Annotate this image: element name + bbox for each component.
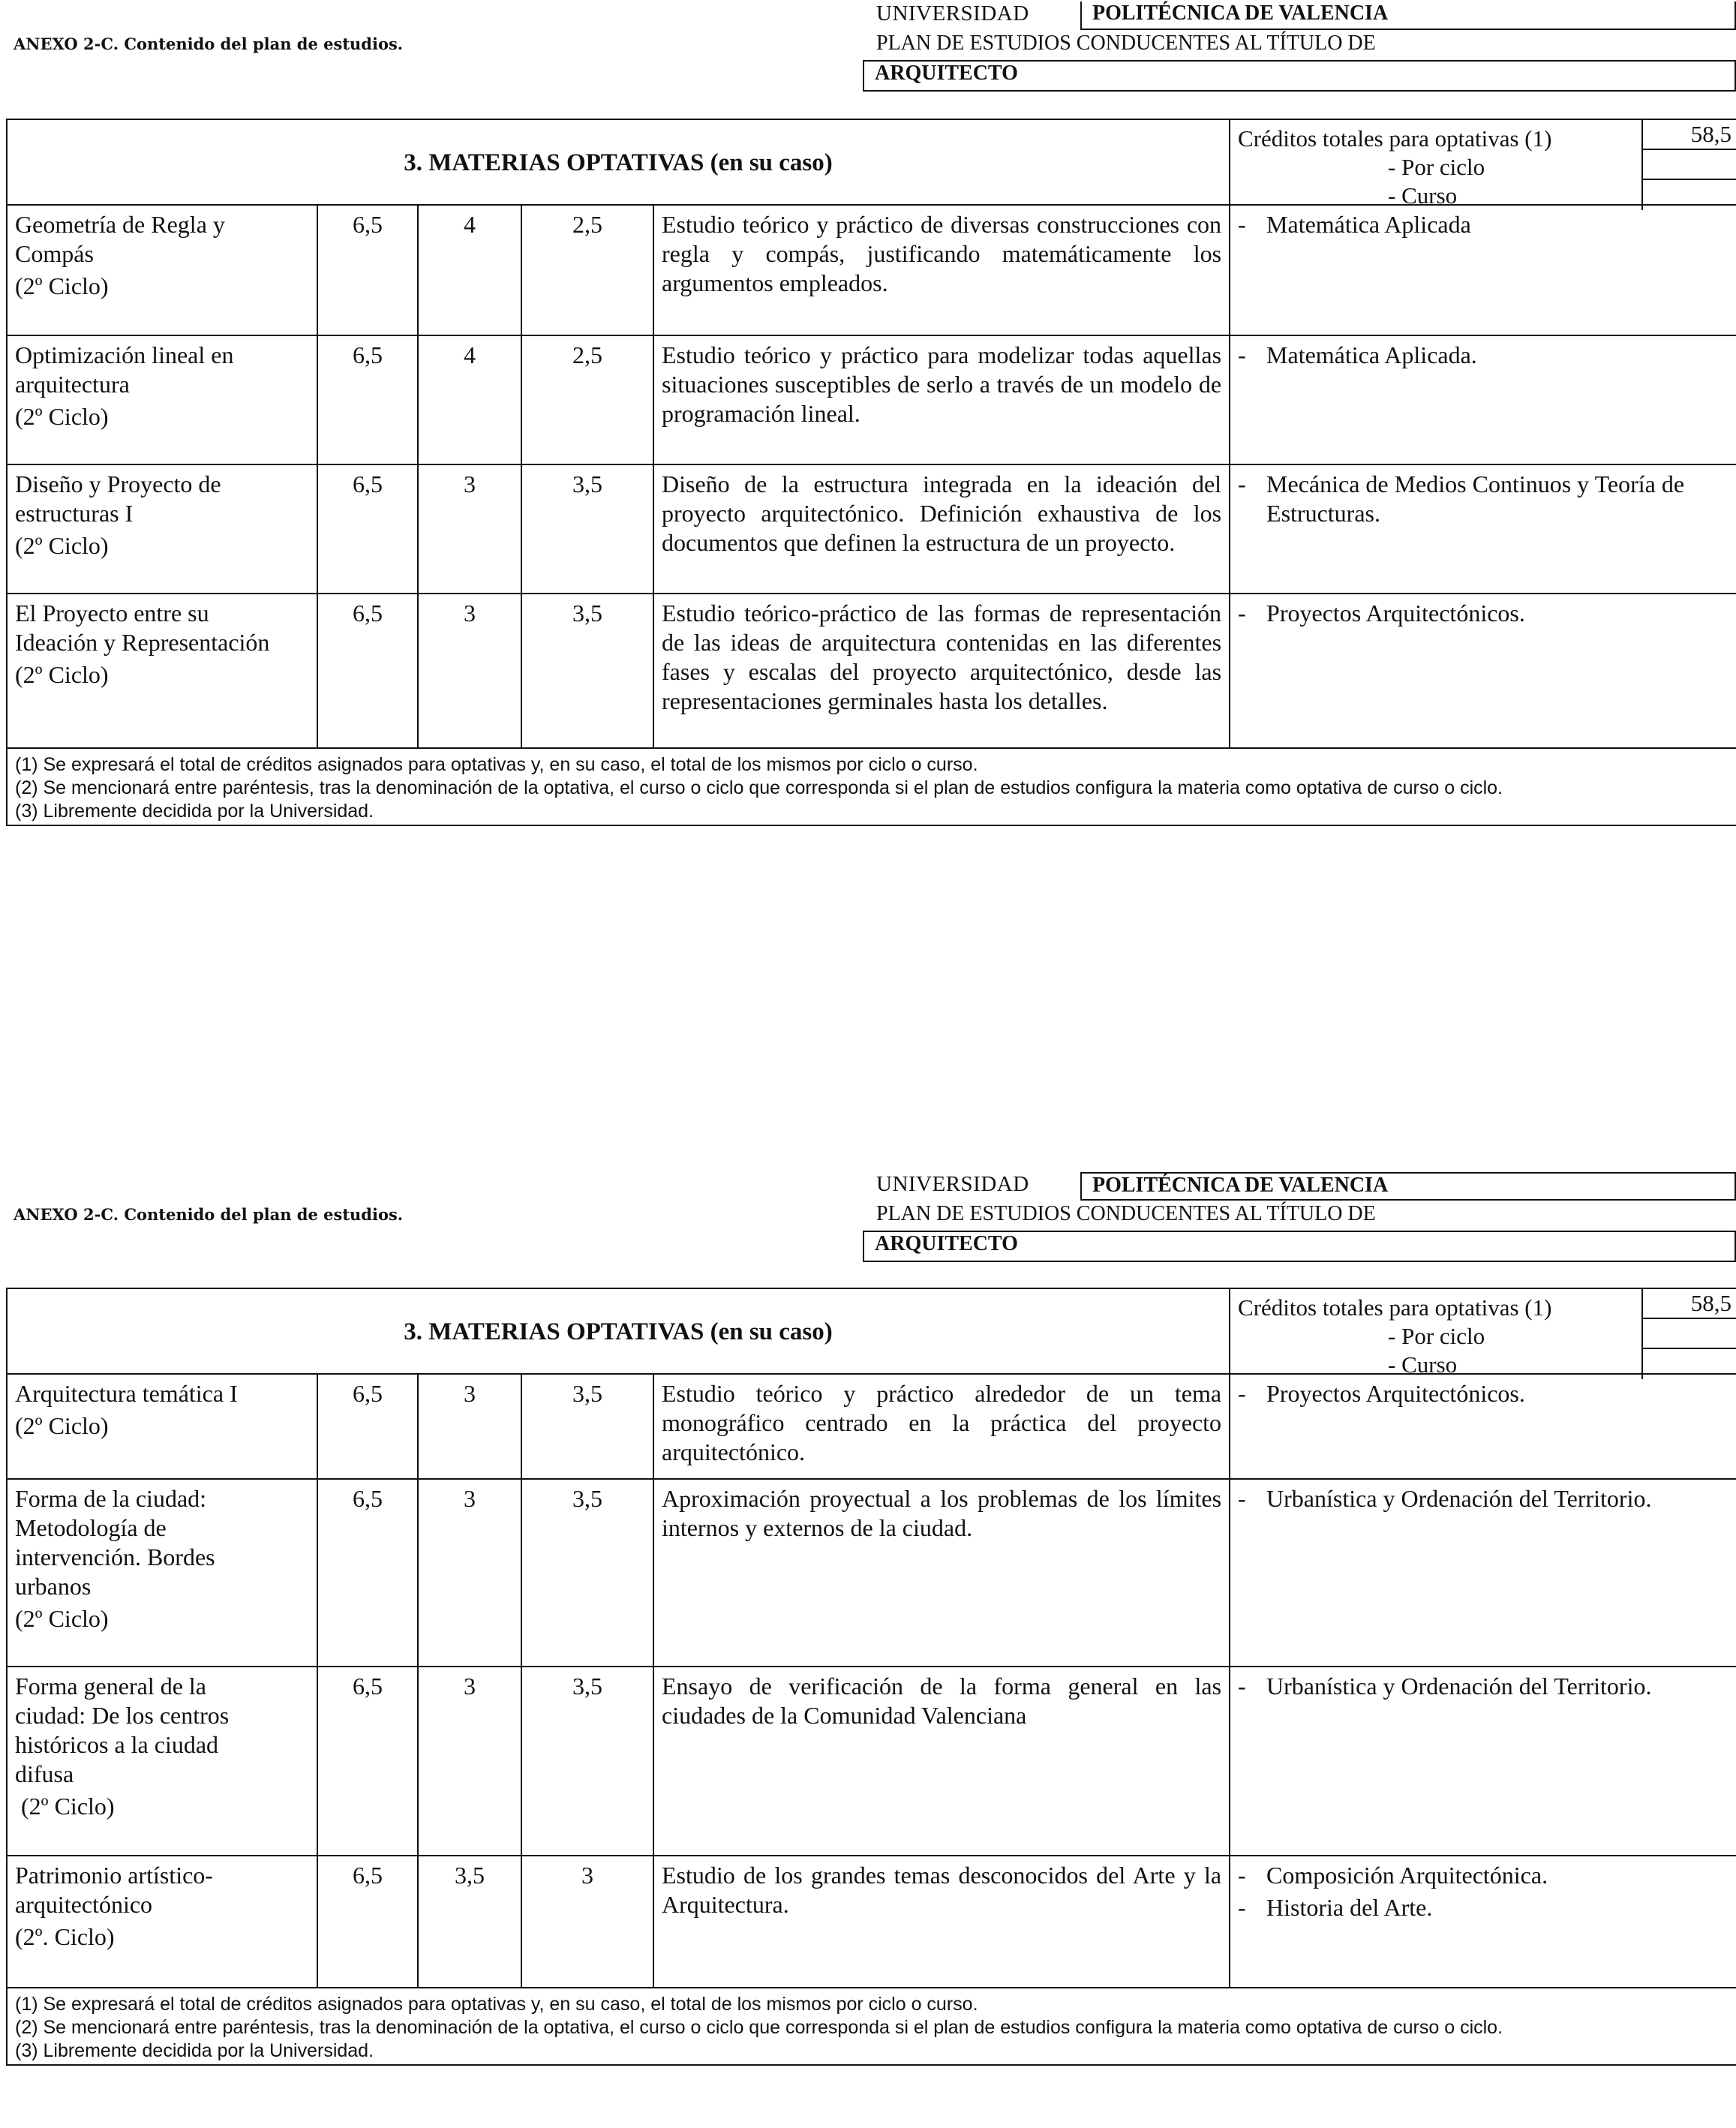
footnotes: [7, 1988, 1736, 2065]
footnote-2: (2) Se mencionará entre paréntesis, tras la denominación de la optativa, el curso o ciclo que corresponda si el plan de estudios configura la materia como optativa de curso o ciclo.: [15, 777, 1503, 798]
table-row: [7, 1374, 1736, 1479]
creditos-practicos: 2,5: [521, 335, 653, 464]
materia-name: Arquitectura temática I (2º Ciclo): [7, 1374, 317, 1479]
universidad-box: POLITÉCNICA DE VALENCIA: [1080, 2, 1736, 30]
areas: - Urbanística y Ordenación del Territorio.: [1230, 1479, 1736, 1667]
curso-label: - Curso: [1388, 182, 1458, 209]
creditos-curso-empty: [1643, 1349, 1736, 1378]
table-row: [7, 205, 1736, 335]
universidad-box: POLITÉCNICA DE VALENCIA: [1080, 1172, 1736, 1201]
optativas-table: [6, 119, 1736, 826]
descripcion: Estudio teórico y práctico de diversas construcciones con regla y compás, justificando matemáticamente los argumentos empleados.: [653, 205, 1230, 335]
universidad-label: UNIVERSIDAD: [876, 1172, 1029, 1196]
section-title: 3. MATERIAS OPTATIVAS (en su caso): [7, 1288, 1230, 1374]
areas: - Proyectos Arquitectónicos.: [1230, 594, 1736, 748]
footnote-3: (3) Libremente decidida por la Universidad.: [15, 801, 374, 822]
creditos-totales: 6,5: [317, 1667, 418, 1856]
creditos-cell: [1230, 1288, 1736, 1378]
creditos-cell: [1230, 119, 1736, 209]
titulo-box: ARQUITECTO: [863, 1231, 1736, 1262]
creditos-totales: 6,5: [317, 1856, 418, 1988]
creditos-totales: 6,5: [317, 205, 418, 335]
creditos-total: 58,5: [1643, 120, 1736, 150]
areas: - Matemática Aplicada.: [1230, 335, 1736, 464]
curso-label: - Curso: [1388, 1351, 1458, 1378]
materia-name: Diseño y Proyecto de estructuras I (2º Ciclo): [7, 464, 317, 594]
optativas-table: [6, 1288, 1736, 2066]
creditos-practicos: 3,5: [521, 1374, 653, 1479]
creditos-teoricos: 3,5: [418, 1856, 521, 1988]
creditos-teoricos: 4: [418, 335, 521, 464]
creditos-practicos: 3,5: [521, 464, 653, 594]
footnote-3: (3) Libremente decidida por la Universidad.: [15, 2040, 374, 2061]
footnote-1: (1) Se expresará el total de créditos asignados para optativas y, en su caso, el total de los mismos por ciclo o curso.: [15, 1994, 978, 2015]
creditos-practicos: 2,5: [521, 205, 653, 335]
areas: - Composición Arquitectónica. - Historia del Arte.: [1230, 1856, 1736, 1988]
creditos-teoricos: 3: [418, 1374, 521, 1479]
descripcion: Estudio teórico y práctico alrededor de un tema monográfico centrado en la práctica del proyecto arquitectónico.: [653, 1374, 1230, 1479]
materia-name: Patrimonio artístico- arquitectónico (2º. Ciclo): [7, 1856, 317, 1988]
materia-name: El Proyecto entre su Ideación y Representación (2º Ciclo): [7, 594, 317, 748]
table-row: [7, 594, 1736, 748]
notes-row: [7, 1988, 1736, 2065]
descripcion: Diseño de la estructura integrada en la ideación del proyecto arquitectónico. Definición exhaustiva de los documentos que definen la estructura de un proyecto.: [653, 464, 1230, 594]
areas: - Proyectos Arquitectónicos.: [1230, 1374, 1736, 1479]
section-title: 3. MATERIAS OPTATIVAS (en su caso): [7, 119, 1230, 205]
por-ciclo-label: - Por ciclo: [1388, 1323, 1485, 1349]
areas: - Matemática Aplicada: [1230, 205, 1736, 335]
table-header-row: [7, 1288, 1736, 1374]
table-row: [7, 1667, 1736, 1856]
creditos-practicos: 3,5: [521, 1667, 653, 1856]
areas: - Mecánica de Medios Continuos y Teoría de Estructuras.: [1230, 464, 1736, 594]
plan-label: PLAN DE ESTUDIOS CONDUCENTES AL TÍTULO DE: [876, 32, 1376, 55]
creditos-value-box: [1641, 120, 1736, 210]
descripcion: Aproximación proyectual a los problemas de los límites internos y externos de la ciudad.: [653, 1479, 1230, 1667]
creditos-label: Créditos totales para optativas (1): [1238, 125, 1552, 152]
creditos-value-box: [1641, 1289, 1736, 1379]
footnote-2: (2) Se mencionará entre paréntesis, tras la denominación de la optativa, el curso o ciclo que corresponda si el plan de estudios configura la materia como optativa de curso o ciclo.: [15, 2017, 1503, 2038]
descripcion: Estudio de los grandes temas desconocidos del Arte y la Arquitectura.: [653, 1856, 1230, 1988]
document-page-2: [0, 1168, 1736, 2128]
materia-name: Geometría de Regla y Compás (2º Ciclo): [7, 205, 317, 335]
titulo-box: ARQUITECTO: [863, 60, 1736, 92]
plan-label: PLAN DE ESTUDIOS CONDUCENTES AL TÍTULO DE: [876, 1202, 1376, 1225]
areas: - Urbanística y Ordenación del Territorio.: [1230, 1667, 1736, 1856]
descripcion: Ensayo de verificación de la forma general en las ciudades de la Comunidad Valenciana: [653, 1667, 1230, 1856]
creditos-teoricos: 3: [418, 594, 521, 748]
creditos-teoricos: 3: [418, 1479, 521, 1667]
creditos-teoricos: 3: [418, 464, 521, 594]
document-page-1: [0, 0, 1736, 870]
table-row: [7, 335, 1736, 464]
por-ciclo-label: - Por ciclo: [1388, 154, 1485, 180]
creditos-practicos: 3,5: [521, 1479, 653, 1667]
materia-name: Forma general de la ciudad: De los centros históricos a la ciudad difusa (2º Ciclo): [7, 1667, 317, 1856]
table-row: [7, 464, 1736, 594]
creditos-total: 58,5: [1643, 1289, 1736, 1319]
creditos-totales: 6,5: [317, 1479, 418, 1667]
table-header-row: [7, 119, 1736, 205]
descripcion: Estudio teórico-práctico de las formas de representación de las ideas de arquitectura contenidas en las diferentes fases y escalas del proyecto arquitectónico, desde las representaciones germinales hasta los detalles.: [653, 594, 1230, 748]
creditos-curso-empty: [1643, 180, 1736, 209]
creditos-totales: 6,5: [317, 335, 418, 464]
footnotes: [7, 748, 1736, 825]
creditos-practicos: 3: [521, 1856, 653, 1988]
creditos-totales: 6,5: [317, 464, 418, 594]
footnote-1: (1) Se expresará el total de créditos asignados para optativas y, en su caso, el total de los mismos por ciclo o curso.: [15, 754, 978, 775]
anexo-heading: ANEXO 2-C. Contenido del plan de estudios.: [14, 35, 404, 53]
creditos-ciclo-empty: [1643, 1319, 1736, 1349]
descripcion: Estudio teórico y práctico para modelizar todas aquellas situaciones susceptibles de serlo a través de un modelo de programación lineal.: [653, 335, 1230, 464]
creditos-totales: 6,5: [317, 1374, 418, 1479]
anexo-heading: ANEXO 2-C. Contenido del plan de estudios.: [14, 1205, 404, 1224]
creditos-teoricos: 3: [418, 1667, 521, 1856]
creditos-label: Créditos totales para optativas (1): [1238, 1294, 1552, 1321]
creditos-totales: 6,5: [317, 594, 418, 748]
table-row: [7, 1479, 1736, 1667]
creditos-ciclo-empty: [1643, 150, 1736, 180]
universidad-label: UNIVERSIDAD: [876, 2, 1029, 26]
notes-row: [7, 748, 1736, 825]
creditos-practicos: 3,5: [521, 594, 653, 748]
materia-name: Forma de la ciudad: Metodología de intervención. Bordes urbanos (2º Ciclo): [7, 1479, 317, 1667]
creditos-teoricos: 4: [418, 205, 521, 335]
table-row: [7, 1856, 1736, 1988]
materia-name: Optimización lineal en arquitectura (2º Ciclo): [7, 335, 317, 464]
